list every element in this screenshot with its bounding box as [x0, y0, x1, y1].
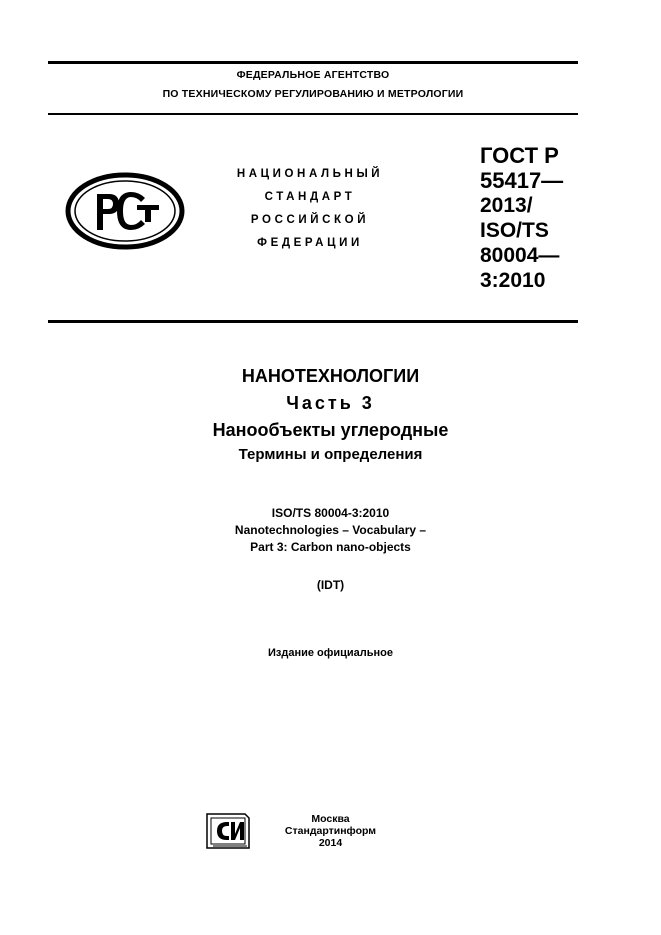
publisher-city: Москва [311, 813, 350, 825]
title-subtitle: Нанообъекты углеродные [212, 420, 449, 440]
rst-logo [65, 172, 185, 250]
edition-label: Издание официальное [267, 647, 394, 659]
designation-line2: 55417— [480, 168, 564, 193]
iso-title-line2: Part 3: Carbon nano-objects [250, 540, 411, 554]
standard-label-line3: РОССИЙСКОЙ [250, 214, 370, 226]
title-part: Часть 3 [286, 393, 375, 413]
agency-name-line2: ПО ТЕХНИЧЕСКОМУ РЕГУЛИРОВАНИЮ И МЕТРОЛОГИИ [162, 88, 464, 100]
designation-line5: 80004— [480, 244, 560, 267]
publisher-name: Стандартинформ [284, 825, 377, 837]
standard-label-line4: ФЕДЕРАЦИИ [257, 237, 363, 249]
idt-label: (IDT) [316, 578, 345, 592]
iso-title-line1: Nanotechnologies – Vocabulary – [234, 523, 427, 537]
iso-code: ISO/TS 80004-3:2010 [271, 506, 390, 520]
designation-line4: ISO/TS [480, 219, 549, 242]
designation-line6: 3:2010 [480, 269, 546, 292]
title-main: НАНОТЕХНОЛОГИИ [241, 366, 420, 386]
agency-name-line1: ФЕДЕРАЛЬНОЕ АГЕНТСТВО [236, 69, 390, 81]
designation-line1: ГОСТ Р [480, 143, 559, 168]
standard-label-line1: НАЦИОНАЛЬНЫЙ [236, 168, 384, 180]
standard-label-line2: СТАНДАРТ [264, 191, 356, 203]
agency-rule [48, 113, 578, 115]
gost-designation [480, 143, 590, 293]
title-subsubtitle: Термины и определения [238, 446, 423, 463]
designation-line3: 2013/ [480, 194, 533, 217]
header-rule [48, 320, 578, 323]
publisher-year: 2014 [318, 837, 343, 849]
